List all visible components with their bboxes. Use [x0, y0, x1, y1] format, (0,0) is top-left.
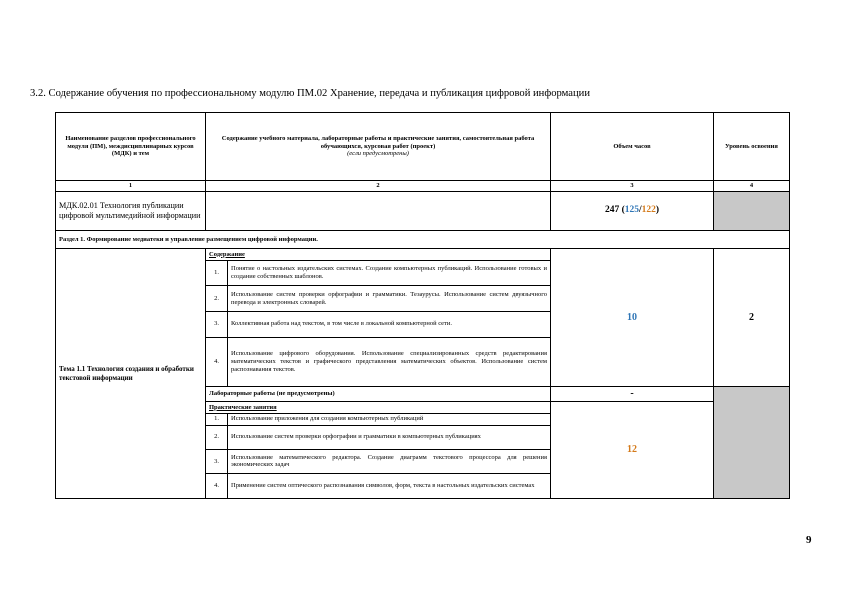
mdk-level-gray	[714, 191, 790, 230]
practice-label: Практические занятия	[206, 402, 551, 413]
content-item-number: 2.	[206, 286, 228, 312]
mdk-title: МДК.02.01 Технология публикации цифровой мультимедийной информации	[56, 191, 206, 230]
lab-label: Лабораторные работы (не предусмотрены)	[206, 386, 551, 401]
practice-hours: 12	[551, 402, 714, 499]
header-row	[56, 113, 790, 181]
mdk-row	[56, 191, 790, 230]
practice-item-text: Использование систем проверки орфографии и грамматики в компьютерных публикациях	[228, 425, 551, 449]
page-number: 9	[806, 534, 812, 546]
topic-title: Тема 1.1 Технология создания и обработки текстовой информации	[56, 249, 206, 499]
practice-level-gray	[714, 386, 790, 498]
content-label-row	[56, 249, 790, 260]
mdk-content-empty	[206, 191, 551, 230]
content-item-text: Использование систем проверки орфографии и грамматики. Тезаурусы. Использование систем двуязычного перевода и электронных словарей.	[228, 286, 551, 312]
section-heading: 3.2. Содержание обучения по профессиональному модулю ПМ.02 Хранение, передача и публикация цифровой информации	[30, 88, 590, 99]
practice-item-number: 4.	[206, 474, 228, 499]
content-item-text: Понятие о настольных издательских системах. Создание компьютерных публикаций. Использование готовых и создание собственных шаблонов.	[228, 260, 551, 286]
practice-item-text: Использование приложения для создания компьютерных публикаций	[228, 413, 551, 425]
header-level: Уровень освоения	[714, 113, 790, 181]
mdk-volume-theory: 125	[624, 205, 639, 216]
header-content-text: Содержание учебного материала, лабораторные работы и практические занятия, самостоятельная работа обучающихся, курсовая работ (проект)	[221, 134, 535, 150]
practice-item-number: 1.	[206, 413, 228, 425]
section-title: Раздел 1. Формирование медиатеки и управление размещением цифровой информации.	[56, 230, 790, 248]
header-content	[206, 113, 551, 181]
col-number-1: 1	[56, 180, 206, 191]
content-hours: 10	[551, 249, 714, 386]
mdk-volume-sep: /	[638, 205, 642, 216]
content-item-text: Использование цифрового оборудования. Использование специализированных средств редактирования математических текстов и графического представления математических объектов. Использование систем распознавания текстов.	[228, 337, 551, 386]
header-content-note: (если предусмотрены)	[347, 150, 409, 158]
col-number-3: 3	[551, 180, 714, 191]
content-item-number: 3.	[206, 311, 228, 337]
content-item-number: 4.	[206, 337, 228, 386]
curriculum-table	[55, 112, 790, 499]
col-number-4: 4	[714, 180, 790, 191]
col-number-2: 2	[206, 180, 551, 191]
practice-item-text: Применение систем оптического распознавания символов, форм, текста в настольных издательских системах	[228, 474, 551, 499]
header-hours: Объем часов	[551, 113, 714, 181]
content-item-number: 1.	[206, 260, 228, 286]
mdk-volume-close: )	[655, 205, 660, 216]
mdk-volume-practice: 122	[641, 205, 656, 216]
mdk-volume	[551, 191, 714, 230]
content-item-text: Коллективная работа над текстом, в том числе в локальной компьютерной сети.	[228, 311, 551, 337]
header-sections: Наименование разделов профессионального модуля (ПМ), междисциплинарных курсов (МДК) и тем	[56, 113, 206, 181]
mdk-volume-open: (	[619, 205, 625, 216]
mdk-volume-total: 247	[604, 205, 620, 216]
practice-item-number: 2.	[206, 425, 228, 449]
content-level: 2	[714, 249, 790, 386]
content-label: Содержание	[206, 249, 551, 260]
column-number-row	[56, 180, 790, 191]
lab-hours: -	[551, 386, 714, 401]
practice-item-number: 3.	[206, 449, 228, 474]
practice-item-text: Использование математического редактора. Создание диаграмм текстового процессора для решения экономических задач	[228, 449, 551, 474]
section-row	[56, 230, 790, 248]
